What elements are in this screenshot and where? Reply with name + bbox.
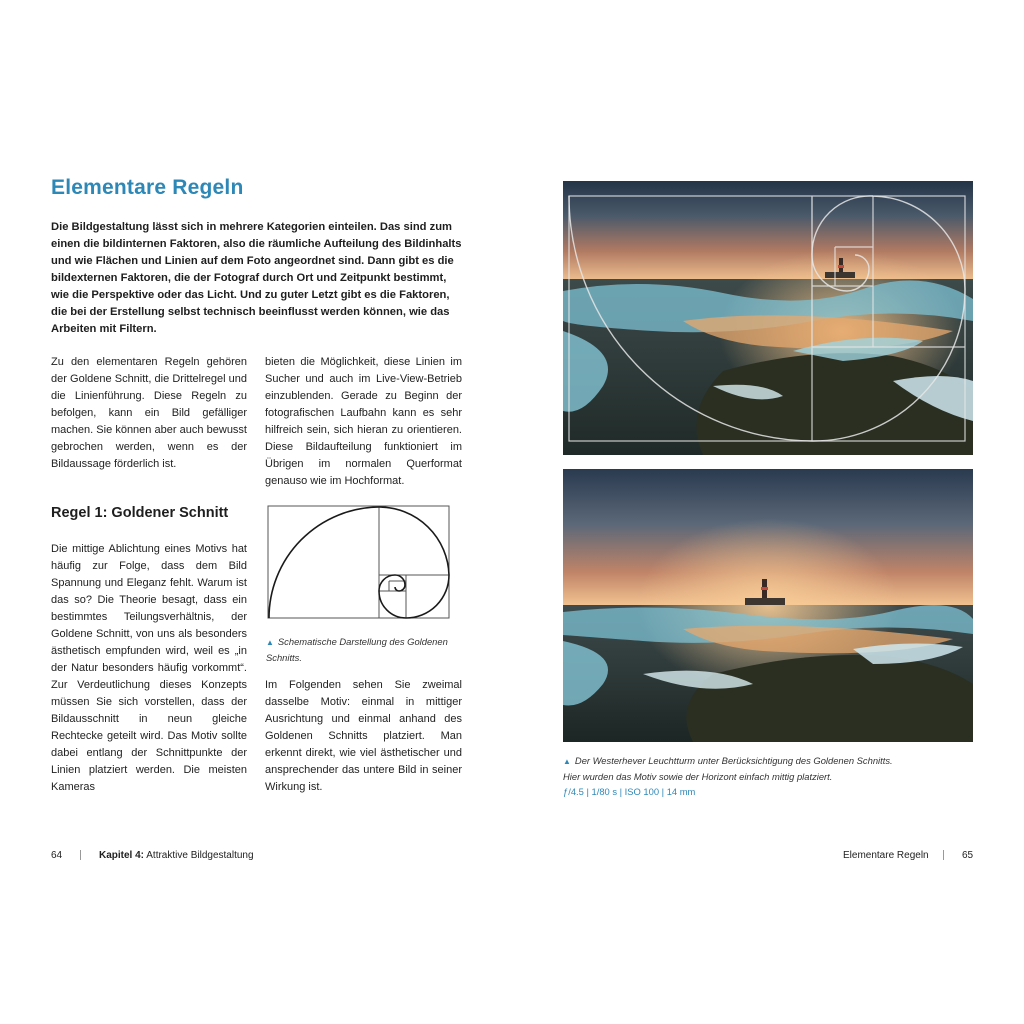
caption-triangle-icon: ▲ (266, 638, 274, 647)
footer-page-number-right: 65 (962, 850, 974, 861)
column2-paragraph-2: Im Folgenden sehen Sie zweimal dasselbe Motiv: einmal in mittiger Ausrichtung und einmal anhand des Goldenen Schnitts platziert. Man erkennt direkt, wie viel ästhetischer und ansprechender das untere Bild in seiner Wirkung ist. (265, 679, 462, 793)
caption-triangle-icon-right: ▲ (563, 757, 571, 766)
footer-separator-right (943, 850, 944, 860)
page-title: Elementare Regeln (51, 176, 244, 199)
footer-page-number-left: 64 (51, 850, 63, 861)
footer-section-name: Elementare Regeln (843, 850, 929, 861)
intro-paragraph: Die Bildgestaltung lässt sich in mehrere Kategorien einteilen. Das sind zum einen die bildinternen Faktoren, also die räumliche Aufteilung des Bildinhalts und wie Flächen und Linien auf dem Foto angeordnet sind. Dann gibt es die bildexternen Faktoren, die der Fotograf durch Ort und Zeitpunkt bestimmt, wie die Perspektive oder das Licht. Und zu guter Letzt gibt es die Faktoren, die bei der Erstellung selbst technisch beeinflusst werden können, wie das Arbeiten mit Filtern. (51, 221, 462, 335)
section-heading: Regel 1: Goldener Schnitt (51, 505, 229, 521)
photo-caption: ▲ Der Westerhever Leuchtturm unter Berücksichtigung des Goldenen Schnitts. Hier wurden das Motiv sowie der Horizont einfach mittig platziert. (563, 755, 893, 782)
lighthouse-photo-golden-ratio (563, 181, 973, 455)
column1-paragraph-1: Zu den elementaren Regeln gehören der Goldene Schnitt, die Drittelregel und die Linienführung. Diese Regeln zu befolgen, kann ein Bild gefälliger machen. Sie können aber auch bewusst gebrochen werden, wenn es der Bildaussage förderlich ist. (51, 356, 247, 470)
golden-spiral-diagram (267, 505, 451, 626)
exif-info: ƒ/4.5 | 1/80 s | ISO 100 | 14 mm (563, 786, 696, 797)
diagram-caption: ▲ Schematische Darstellung des Goldenen Schnitts. (266, 636, 448, 663)
footer-separator-left (80, 850, 81, 860)
footer-chapter: Kapitel 4: Attraktive Bildgestaltung (99, 850, 254, 861)
column1-paragraph-2: Die mittige Ablichtung eines Motivs hat häufig zur Folge, dass dem Bild Spannung und Eleganz fehlt. Warum ist das so? Die Theorie besagt, dass ein bestimmtes Teilungsverhältnis, der Goldene Schnitt, von uns als besonders ästhetisch empfunden wird, weil es „in der Natur besonders häufig vorkommt“. Zur Verdeutlichung dieses Konzepts müssen Sie sich vorstellen, dass der Bildausschnitt in neun gleiche Rechtecke geteilt wird. Das Motiv sollte dabei entlang der Schnittpunkte der Linien platziert werden. Die meisten Kameras (51, 543, 247, 793)
column2-paragraph-1: bieten die Möglichkeit, diese Linien im Sucher und auch im Live-View-Betrieb einzublenden. Gerade zu Beginn der fotografischen Laufbahn kann es sehr hilfreich sein, sich hieran zu orientieren. Diese Bildaufteilung funktioniert im Übrigen im normalen Querformat genauso wie im Hochformat. (265, 356, 462, 487)
lighthouse-photo-centered (563, 469, 973, 742)
